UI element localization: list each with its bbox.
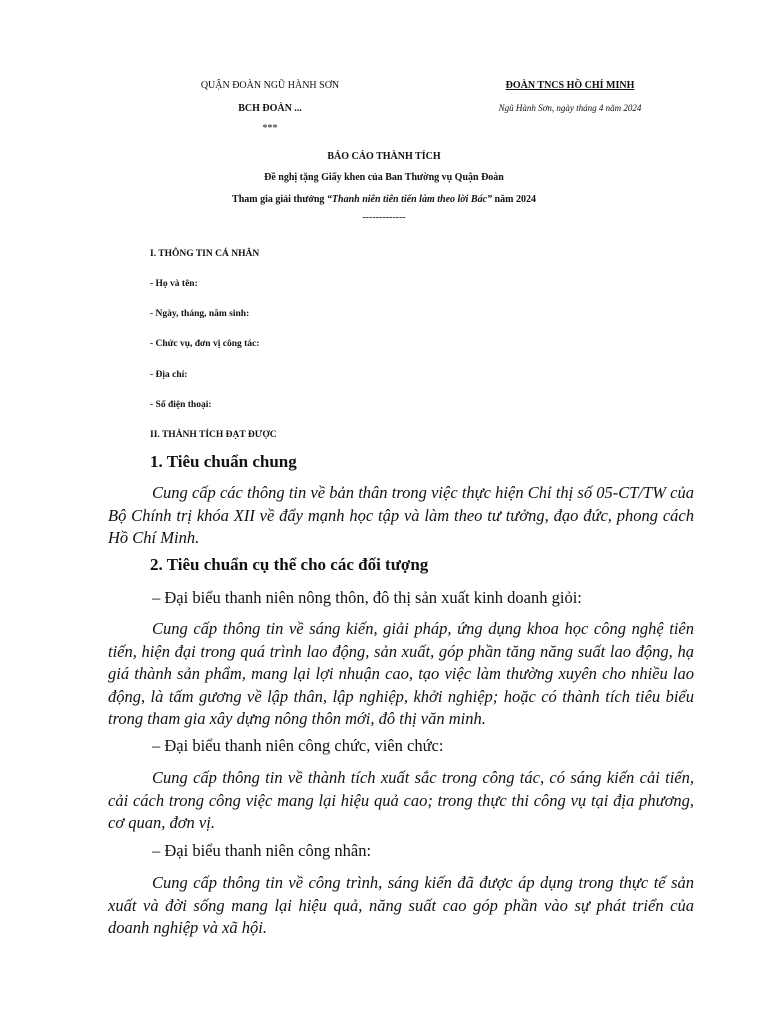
committee-name: BCH ĐOÀN ... xyxy=(238,103,302,114)
subtitle-suffix: năm 2024 xyxy=(492,194,536,205)
document-subtitle-1: Đề nghị tặng Giấy khen của Ban Thường vụ Quận Đoàn xyxy=(264,172,504,183)
specific-criteria-heading: 2. Tiêu chuẩn cụ thể cho các đối tượng xyxy=(150,555,429,574)
place-date: Ngũ Hành Sơn, ngày tháng 4 năm 2024 xyxy=(498,103,642,113)
worker-youth-text: Cung cấp thông tin về công trình, sáng kiến đã được áp dụng trong thực tế sản xuất và đời sống mang lại hiệu quả, năng suất cao góp phần vào sự phát triển của doanh nghiệp và xã hội. xyxy=(108,873,694,937)
document-title: BÁO CÁO THÀNH TÍCH xyxy=(327,151,441,162)
section-2-heading: II. THÀNH TÍCH ĐẠT ĐƯỢC xyxy=(150,430,277,440)
org-name: QUẬN ĐOÀN NGŨ HÀNH SƠN xyxy=(200,80,340,91)
field-position-unit: - Chức vụ, đơn vị công tác: xyxy=(150,339,260,349)
header-stars: *** xyxy=(262,123,278,134)
section-1-heading: I. THÔNG TIN CÁ NHÂN xyxy=(150,249,260,259)
field-full-name: - Họ và tên: xyxy=(150,279,198,289)
rural-youth-label: – Đại biểu thanh niên nông thôn, đô thị sản xuất kinh doanh giỏi: xyxy=(152,588,582,607)
field-phone: - Số điện thoại: xyxy=(150,400,212,410)
document-subtitle-2 xyxy=(0,194,768,205)
field-address: - Địa chỉ: xyxy=(150,370,188,380)
subtitle-prefix: Tham gia giải thưởng xyxy=(232,194,327,205)
title-separator: ------------- xyxy=(362,212,406,223)
civil-servant-label: – Đại biểu thanh niên công chức, viên chức: xyxy=(152,736,444,755)
rural-youth-text: Cung cấp thông tin về sáng kiến, giải pháp, ứng dụng khoa học công nghệ tiên tiến, hiện đại trong quá trình lao động, sản xuất, góp phần tăng năng suất lao động, hạ giá thành sản phẩm, mang lại lợi nhuận cao, tạo việc làm thường xuyên cho nhiều lao động, là tấm gương về lập thân, lập nghiệp, khởi nghiệp; hoặc có thành tích tiêu biểu trong tham gia xây dựng nông thôn mới, đô thị văn minh. xyxy=(108,619,694,728)
general-criteria-heading: 1. Tiêu chuẩn chung xyxy=(150,452,297,471)
award-name: “Thanh niên tiên tiến làm theo lời Bác” xyxy=(326,194,493,205)
worker-youth-label: – Đại biểu thanh niên công nhân: xyxy=(152,841,372,860)
civil-servant-text: Cung cấp thông tin về thành tích xuất sắc trong công tác, có sáng kiến cải tiến, cải cách trong công việc mang lại hiệu quả cao; trong thực thi công vụ tại địa phương, cơ quan, đơn vị. xyxy=(108,768,694,832)
general-criteria-text: Cung cấp các thông tin về bản thân trong việc thực hiện Chỉ thị số 05-CT/TW của Bộ Chính trị khóa XII về đẩy mạnh học tập và làm theo tư tưởng, đạo đức, phong cách Hồ Chí Minh. xyxy=(108,483,694,547)
union-name: ĐOÀN TNCS HỒ CHÍ MINH xyxy=(505,80,635,91)
field-date-of-birth: - Ngày, tháng, năm sinh: xyxy=(150,309,250,319)
